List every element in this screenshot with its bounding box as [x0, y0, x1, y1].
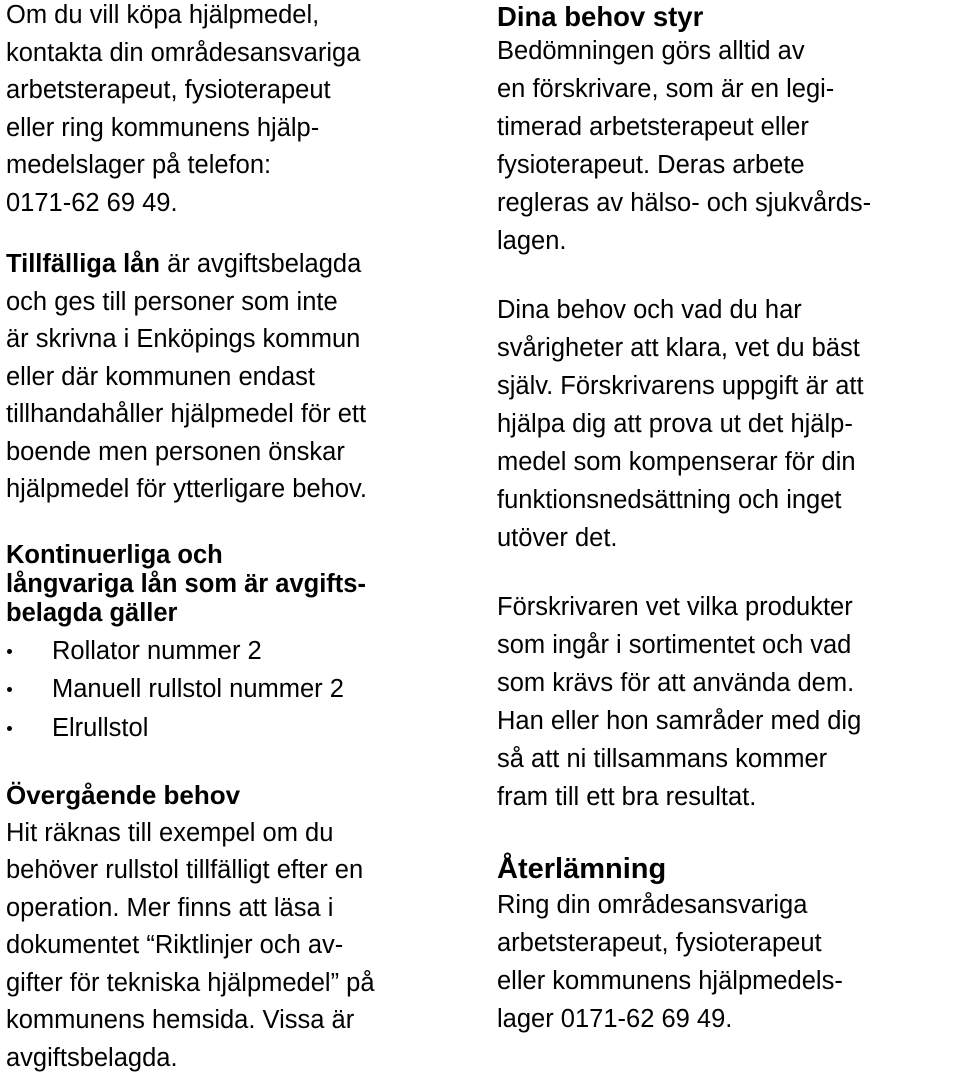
transitional-line: dokumentet “Riktlinjer och av- [6, 927, 476, 965]
return-line: eller kommunens hjälpmedels- [497, 962, 957, 1000]
temporary-loan-first-line [6, 246, 476, 284]
difficulties-line: medel som kompenserar för din [497, 443, 957, 481]
transitional-line: gifter för tekniska hjälpmedel” på [6, 965, 476, 1003]
temporary-loan-paragraph [6, 246, 476, 509]
prescriber-line: fram till ett bra resultat. [497, 778, 957, 816]
intro-line: 0171-62 69 49. [6, 185, 476, 223]
needs-line: regleras av hälso- och sjukvårds- [497, 184, 957, 222]
needs-line: lagen. [497, 222, 957, 260]
prescriber-line: Förskrivaren vet vilka produkter [497, 588, 957, 626]
intro-line: medelslager på telefon: [6, 147, 476, 185]
difficulties-line: utöver det. [497, 519, 957, 557]
intro-line: eller ring kommunens hjälp- [6, 110, 476, 148]
transitional-needs-heading: Övergående behov [6, 777, 476, 815]
list-item-label: Manuell rullstol nummer 2 [52, 675, 344, 703]
temporary-loan-first-rest: är avgiftsbelagda [160, 250, 361, 278]
continuous-loan-heading-line: långvariga lån som är avgifts- [6, 570, 476, 599]
difficulties-line: själv. Förskrivarens uppgift är att [497, 367, 957, 405]
difficulties-line: hjälpa dig att prova ut det hjälp- [497, 405, 957, 443]
temporary-loan-line: tillhandahåller hjälpmedel för ett [6, 396, 476, 434]
return-heading: Återlämning [497, 852, 957, 886]
transitional-line: kommunens hemsida. Vissa är [6, 1002, 476, 1040]
temporary-loan-line: är skrivna i Enköpings kommun [6, 321, 476, 359]
bullet-icon [7, 649, 12, 654]
left-column [6, 0, 476, 1077]
needs-heading: Dina behov styr [497, 2, 957, 32]
transitional-line: Hit räknas till exempel om du [6, 815, 476, 853]
return-paragraph [497, 886, 957, 1038]
list-item [6, 709, 476, 748]
needs-line: timerad arbetsterapeut eller [497, 108, 957, 146]
return-line: Ring din områdesansvariga [497, 886, 957, 924]
list-item [6, 632, 476, 671]
temporary-loan-line: boende men personen önskar [6, 434, 476, 472]
intro-line: Om du vill köpa hjälpmedel, [6, 0, 476, 35]
continuous-loan-heading [6, 541, 476, 628]
right-column [497, 0, 957, 1038]
return-line: lager 0171-62 69 49. [497, 1000, 957, 1038]
difficulties-line: funktionsnedsättning och inget [497, 481, 957, 519]
prescriber-line: som krävs för att använda dem. [497, 664, 957, 702]
needs-line: fysioterapeut. Deras arbete [497, 146, 957, 184]
temporary-loan-line: hjälpmedel för ytterligare behov. [6, 471, 476, 509]
needs-line: en förskrivare, som är en legi- [497, 70, 957, 108]
temporary-loan-lead: Tillfälliga lån [6, 250, 160, 278]
continuous-loan-heading-line: Kontinuerliga och [6, 541, 476, 570]
transitional-line: avgiftsbelagda. [6, 1040, 476, 1077]
temporary-loan-line: och ges till personer som inte [6, 284, 476, 322]
continuous-loan-heading-line: belagda gäller [6, 599, 476, 628]
needs-paragraph [497, 32, 957, 260]
prescriber-line: som ingår i sortimentet och vad [497, 626, 957, 664]
difficulties-line: svårigheter att klara, vet du bäst [497, 329, 957, 367]
list-item [6, 670, 476, 709]
prescriber-paragraph [497, 588, 957, 816]
bullet-icon [7, 687, 12, 692]
transitional-needs-paragraph [6, 815, 476, 1077]
transitional-line: behöver rullstol tillfälligt efter en [6, 852, 476, 890]
intro-line: arbetsterapeut, fysioterapeut [6, 72, 476, 110]
continuous-loan-list [6, 632, 476, 748]
bullet-icon [7, 726, 12, 731]
intro-line: kontakta din områdesansvariga [6, 35, 476, 73]
prescriber-line: Han eller hon samråder med dig [497, 702, 957, 740]
difficulties-paragraph [497, 291, 957, 557]
prescriber-line: så att ni tillsammans kommer [497, 740, 957, 778]
needs-line: Bedömningen görs alltid av [497, 32, 957, 70]
difficulties-line: Dina behov och vad du har [497, 291, 957, 329]
list-item-label: Rollator nummer 2 [52, 637, 262, 665]
transitional-line: operation. Mer finns att läsa i [6, 890, 476, 928]
return-line: arbetsterapeut, fysioterapeut [497, 924, 957, 962]
temporary-loan-line: eller där kommunen endast [6, 359, 476, 397]
list-item-label: Elrullstol [52, 714, 148, 742]
intro-paragraph [6, 0, 476, 222]
